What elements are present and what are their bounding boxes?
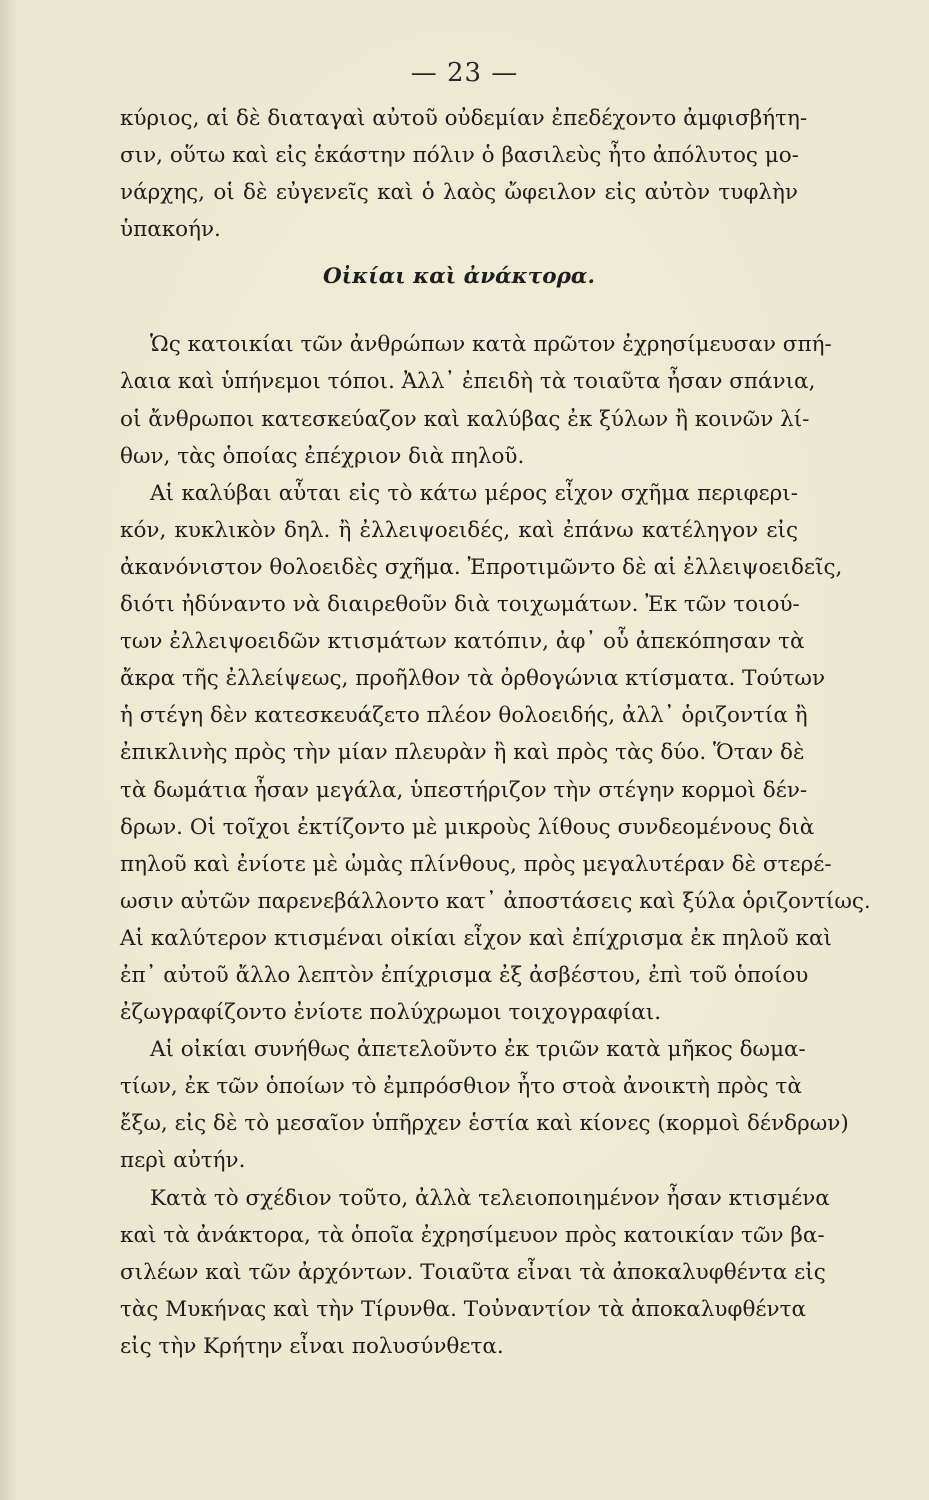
text-line: λαια καὶ ὑπήνεμοι τόποι. Ἀλλ᾽ ἐπειδὴ τὰ τοιαῦτα ἦσαν σπάνια,	[120, 369, 816, 395]
text-line: σιν, οὕτω καὶ εἰς ἑκάστην πόλιν ὁ βασιλεὺς ἦτο ἀπόλυτος μο-	[120, 143, 799, 169]
text-line: πηλοῦ καὶ ἐνίοτε μὲ ὠμὰς πλίνθους, πρὸς μεγαλυτέραν δὲ στερέ-	[120, 851, 832, 877]
text-line: ἄκρα τῆς ἐλλείψεως, προῆλθον τὰ ὀρθογώνια κτίσματα. Τούτων	[120, 666, 826, 692]
text-line: ἐπ᾽ αὐτοῦ ἄλλο λεπτὸν ἐπίχρισμα ἐξ ἀσβέστου, ἐπὶ τοῦ ὁποίου	[120, 962, 809, 988]
paragraph	[120, 1031, 849, 1179]
text-line: ἐπικλινὴς πρὸς τὴν μίαν πλευρὰν ἢ καὶ πρὸς τὰς δύο. Ὅταν δὲ	[120, 740, 805, 766]
text-line: ἀκανόνιστον θολοειδὲς σχῆμα. Ἐπροτιμῶντο δὲ αἱ ἐλλειψοειδεῖς,	[120, 554, 843, 580]
section-heading: Οἰκίαι καὶ ἀνάκτορα.	[323, 264, 595, 290]
text-line: Αἱ καλύβαι αὗται εἰς τὸ κάτω μέρος εἶχον σχῆμα περιφερι-	[150, 480, 798, 506]
text-line: περὶ αὐτήν.	[120, 1148, 246, 1174]
text-line: νάρχης, οἱ δὲ εὐγενεῖς καὶ ὁ λαὸς ὤφειλον εἰς αὐτὸν τυφλὴν	[120, 180, 798, 206]
text-line: ἔξω, εἰς δὲ τὸ μεσαῖον ὑπῆρχεν ἑστία καὶ κίονες (κορμοὶ δένδρων)	[120, 1111, 849, 1137]
paragraph	[120, 1180, 830, 1365]
text-line: δρων. Οἱ τοῖχοι ἐκτίζοντο μὲ μικροὺς λίθους συνδεομένους διὰ	[120, 814, 815, 840]
text-line: καὶ τὰ ἀνάκτορα, τὰ ὁποῖα ἐχρησίμευον πρὸς κατοικίαν τῶν βα-	[120, 1222, 825, 1248]
text-line: εἰς τὴν Κρήτην εἶναι πολυσύνθετα.	[120, 1333, 504, 1359]
text-line: τὰ δωμάτια ἦσαν μεγάλα, ὑπεστήριζον τὴν στέγην κορμοὶ δέν-	[120, 777, 808, 803]
text-line: Αἱ καλύτερον κτισμέναι οἰκίαι εἶχον καὶ ἐπίχρισμα ἐκ πηλοῦ καὶ	[120, 925, 832, 951]
text-line: ἐζωγραφίζοντο ἐνίοτε πολύχρωμοι τοιχογραφίαι.	[120, 1000, 662, 1026]
text-line: τὰς Μυκήνας καὶ τὴν Τίρυνθα. Τοὐναντίον τὰ ἀποκαλυφθέντα	[120, 1296, 807, 1322]
paragraph	[120, 475, 871, 1031]
text-line: των ἐλλειψοειδῶν κτισμάτων κατόπιν, ἀφ᾽ οὗ ἀπεκόπησαν τὰ	[120, 629, 805, 655]
text-line: θων, τὰς ὁποίας ἐπέχριον διὰ πηλοῦ.	[120, 443, 525, 469]
page-text	[120, 100, 871, 1365]
text-line: κόν, κυκλικὸν δηλ. ἢ ἐλλειψοειδές, καὶ ἐπάνω κατέληγον εἰς	[120, 517, 798, 543]
binding-shadow	[0, 0, 18, 1500]
paragraph-continuation	[120, 100, 808, 248]
text-line: διότι ἠδύναντο νὰ διαιρεθοῦν διὰ τοιχωμάτων. Ἐκ τῶν τοιού-	[120, 592, 800, 618]
text-line: οἱ ἄνθρωποι κατεσκεύαζον καὶ καλύβας ἐκ ξύλων ἢ κοινῶν λί-	[120, 406, 810, 432]
text-line: κύριος, αἱ δὲ διαταγαὶ αὐτοῦ οὐδεμίαν ἐπεδέχοντο ἀμφισβήτη-	[120, 106, 808, 131]
paragraph	[120, 326, 832, 474]
page-number: — 23 —	[410, 58, 519, 88]
text-line: ὑπακοήν.	[120, 217, 221, 243]
text-line: Αἱ οἰκίαι συνήθως ἀπετελοῦντο ἐκ τριῶν κατὰ μῆκος δωμα-	[150, 1037, 806, 1063]
text-line: Ὡς κατοικίαι τῶν ἀνθρώπων κατὰ πρῶτον ἐχρησίμευσαν σπή-	[150, 332, 832, 358]
text-line: τίων, ἐκ τῶν ὁποίων τὸ ἐμπρόσθιον ἦτο στοὰ ἀνοικτὴ πρὸς τὰ	[120, 1074, 802, 1100]
text-line: Κατὰ τὸ σχέδιον τοῦτο, ἀλλὰ τελειοποιημένον ἦσαν κτισμένα	[150, 1185, 830, 1211]
text-line: σιλέων καὶ τῶν ἀρχόντων. Τοιαῦτα εἶναι τὰ ἀποκαλυφθέντα εἰς	[120, 1259, 826, 1285]
text-line: ωσιν αὐτῶν παρενεβάλλοντο κατ᾽ ἀποστάσεις καὶ ξύλα ὁριζοντίως.	[120, 888, 871, 914]
text-line: ἡ στέγη δὲν κατεσκευάζετο πλέον θολοειδής, ἀλλ᾽ ὁριζοντία ἢ	[120, 703, 808, 729]
